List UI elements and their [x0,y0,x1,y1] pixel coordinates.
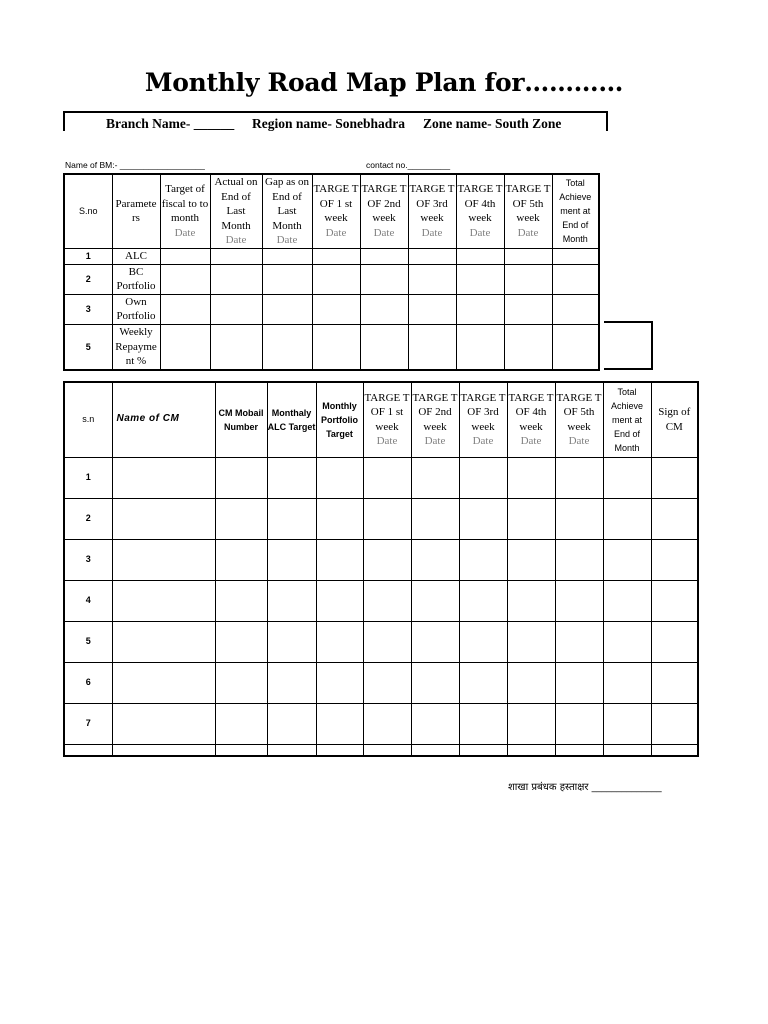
cell [112,621,215,662]
branch-manager-signature: शाखा प्रबंधक हस्ताक्षर ______________ [508,782,662,793]
branch-name: Branch Name- ______ [106,116,235,131]
cell [456,264,504,294]
row-sn: 6 [64,662,112,703]
date-label: Date [424,435,446,448]
date-label: Date [517,227,539,240]
header-total: Total Achieve ment at End of Month [603,382,651,457]
cell [459,744,507,756]
cell [507,580,555,621]
header-week5 [504,174,552,248]
cell [411,539,459,580]
cell [552,294,599,324]
cell [316,703,363,744]
cell [267,457,316,498]
table-row [64,294,599,324]
header-week5 [555,382,603,457]
cell [312,294,360,324]
cell [215,662,267,703]
cell [267,539,316,580]
cell [262,248,312,264]
header-name-cm: Name of CM [112,382,215,457]
row-parameter: BC Portfolio [112,264,160,294]
cell [267,498,316,539]
cell [267,662,316,703]
cell [312,264,360,294]
table2-header-row [64,382,698,457]
cell [160,248,210,264]
cell [603,662,651,703]
cell [215,580,267,621]
header-week1-label: TARGE T OF 1 st week [313,183,359,225]
row-sn: 7 [64,703,112,744]
cell [603,580,651,621]
cell [651,662,698,703]
cell [363,580,411,621]
cell [312,248,360,264]
cell [210,248,262,264]
cell [459,662,507,703]
cell [555,621,603,662]
cell [267,744,316,756]
table-row [64,264,599,294]
cell [459,498,507,539]
cell [603,457,651,498]
cell [459,457,507,498]
date-label: Date [469,227,491,240]
cell [651,580,698,621]
table-row [64,248,599,264]
cell [603,703,651,744]
row-sn: 3 [64,294,112,324]
cell [411,703,459,744]
header-week3 [408,174,456,248]
header-mobile: CM Mobail Number [215,382,267,457]
table-row [64,324,599,369]
table-row [64,457,698,498]
cell [112,744,215,756]
cell [215,539,267,580]
cell [651,457,698,498]
cell [507,539,555,580]
row-parameter: ALC [112,248,160,264]
date-label: Date [568,435,590,448]
cell [312,324,360,369]
cell [651,539,698,580]
cell [267,580,316,621]
date-label: Date [174,227,196,240]
header-parameters: Paramete rs [112,174,160,248]
cell [360,324,408,369]
zone-name: Zone name- South Zone [423,116,562,131]
cell [555,498,603,539]
region-name: Region name- Sonebhadra [252,116,406,131]
cell [112,662,215,703]
table-row [64,703,698,744]
cell [411,744,459,756]
cell [363,662,411,703]
date-label: Date [225,234,247,247]
header-week4 [507,382,555,457]
row-sn: 3 [64,539,112,580]
table-row [64,621,698,662]
table-row [64,580,698,621]
table-row [64,539,698,580]
cell [651,498,698,539]
cell [456,324,504,369]
row-sn: 2 [64,264,112,294]
cell [504,294,552,324]
date-label: Date [472,435,494,448]
cell [360,248,408,264]
cell [363,457,411,498]
date-label: Date [276,234,298,247]
extra-cell-box [604,321,653,370]
header-sign-cm: Sign of CM [651,382,698,457]
header-week2-label: TARGE T OF 2nd week [361,183,407,225]
cell [507,703,555,744]
branch-info-bar [63,111,608,131]
row-parameter: Own Portfolio [112,294,160,324]
cell [316,457,363,498]
date-label: Date [520,435,542,448]
cell [363,621,411,662]
cell [507,621,555,662]
header-week1 [363,382,411,457]
header-alc-target: Monthaly ALC Target [267,382,316,457]
date-label: Date [421,227,443,240]
cell [360,264,408,294]
cell [507,744,555,756]
row-sn: 4 [64,580,112,621]
cell [603,621,651,662]
header-portfolio-target: Monthly Portfolio Target [316,382,363,457]
row-sn: 1 [64,457,112,498]
table-row [64,744,698,756]
cell [160,264,210,294]
cell [459,703,507,744]
cm-target-table [63,381,699,757]
cell [316,580,363,621]
cell [555,703,603,744]
cell [507,457,555,498]
bm-name-field: Name of BM:- __________________ [65,160,205,170]
cell [555,457,603,498]
header-week2 [360,174,408,248]
cell [504,248,552,264]
header-gap-label: Gap as on End of Last Month [265,176,309,232]
cell [210,294,262,324]
cell [504,324,552,369]
cell [603,498,651,539]
cell [459,621,507,662]
cell [552,248,599,264]
header-week3-label: TARGE T OF 3rd week [460,391,506,433]
cell [112,539,215,580]
cell [363,744,411,756]
header-week4 [456,174,504,248]
header-target-fiscal-label: Target of fiscal to to month [161,183,209,225]
header-week5-label: TARGE T OF 5th week [556,391,602,433]
header-gap [262,174,312,248]
table1-header-row [64,174,599,248]
cell [552,264,599,294]
cell [363,498,411,539]
cell [210,264,262,294]
row-parameter: Weekly Repayme nt % [112,324,160,369]
cell [215,744,267,756]
cell [160,324,210,369]
date-label: Date [376,435,398,448]
cell [552,324,599,369]
cell [262,264,312,294]
cell [112,703,215,744]
date-label: Date [373,227,395,240]
cell [507,662,555,703]
row-sn: 1 [64,248,112,264]
cell [411,662,459,703]
date-label: Date [325,227,347,240]
header-week5-label: TARGE T OF 5th week [505,183,551,225]
cell [112,580,215,621]
cell [316,662,363,703]
table-row [64,662,698,703]
cell [504,264,552,294]
cell [408,324,456,369]
cell [112,498,215,539]
cell [507,498,555,539]
header-total: Total Achieve ment at End of Month [552,174,599,248]
header-week1-label: TARGE T OF 1 st week [364,391,410,433]
parameter-target-table [63,173,600,371]
cell [408,294,456,324]
cell [411,457,459,498]
cell [651,703,698,744]
cell [456,248,504,264]
cell [603,539,651,580]
cell [555,580,603,621]
cell [267,621,316,662]
header-actual [210,174,262,248]
header-week2 [411,382,459,457]
cell [408,248,456,264]
cell [267,703,316,744]
cell [215,457,267,498]
cell [262,294,312,324]
cell [360,294,408,324]
cell [408,264,456,294]
cell [555,744,603,756]
cell [411,498,459,539]
cell [262,324,312,369]
header-sno: S.no [64,174,112,248]
row-sn: 2 [64,498,112,539]
cell [64,744,112,756]
cell [316,498,363,539]
header-week3 [459,382,507,457]
cell [316,744,363,756]
cell [215,703,267,744]
page-title: Monthly Road Map Plan for………… [144,68,624,97]
cell [459,539,507,580]
cell [603,744,651,756]
cell [459,580,507,621]
header-actual-label: Actual on End of Last Month [214,176,258,232]
cell [316,621,363,662]
header-week2-label: TARGE T OF 2nd week [412,391,458,433]
cell [316,539,363,580]
cell [411,621,459,662]
cell [160,294,210,324]
cell [112,457,215,498]
cell [651,621,698,662]
header-week4-label: TARGE T OF 4th week [457,183,503,225]
cell [555,662,603,703]
cell [411,580,459,621]
cell [210,324,262,369]
table-row [64,498,698,539]
header-sn: s.n [64,382,112,457]
contact-number-field: contact no._________ [366,160,451,170]
header-week4-label: TARGE T OF 4th week [508,391,554,433]
cell [215,621,267,662]
header-week3-label: TARGE T OF 3rd week [409,183,455,225]
row-sn: 5 [64,324,112,369]
cell [555,539,603,580]
cell [363,539,411,580]
cell [456,294,504,324]
cell [651,744,698,756]
cell [363,703,411,744]
header-week1 [312,174,360,248]
cell [215,498,267,539]
header-target-fiscal [160,174,210,248]
row-sn: 5 [64,621,112,662]
